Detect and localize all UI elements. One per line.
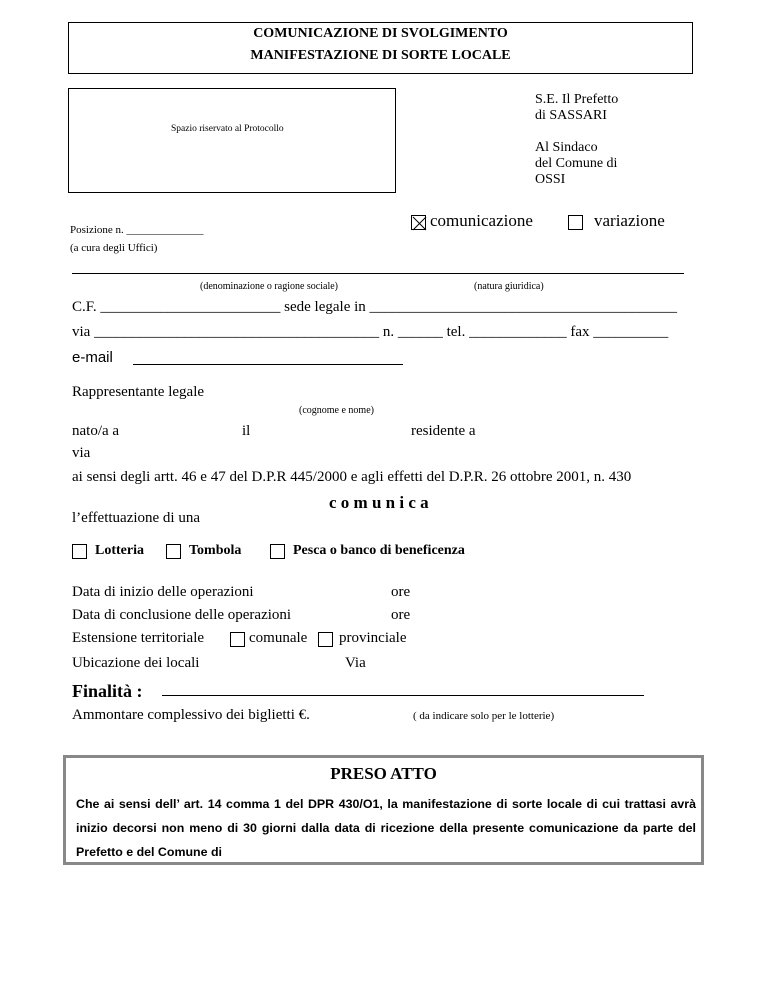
checked-cross-icon (412, 216, 427, 231)
legal-rep-via-label: via (72, 445, 91, 461)
birthdate-label: il (242, 423, 251, 439)
form-title-line1: COMUNICAZIONE DI SVOLGIMENTO (253, 26, 508, 41)
denominazione-caption: (denominazione o ragione sociale) (200, 281, 338, 292)
pesca-checkbox[interactable] (270, 544, 285, 559)
finalita-field-line[interactable] (162, 695, 644, 696)
natura-caption: (natura giuridica) (474, 281, 544, 292)
location-via-label: Via (345, 655, 366, 671)
start-ore-label: ore (391, 584, 411, 600)
email-field-line[interactable] (133, 364, 403, 365)
comunale-label: comunale (249, 630, 308, 646)
lotteria-label: Lotteria (95, 543, 144, 558)
provinciale-label: provinciale (339, 630, 407, 646)
start-date-label: Data di inizio delle operazioni (72, 584, 254, 600)
prefetto-line2: di SASSARI (535, 108, 607, 123)
legal-rep-caption: (cognome e nome) (299, 405, 374, 416)
denominazione-field-line[interactable] (72, 273, 684, 274)
preso-atto-box (63, 755, 704, 865)
end-ore-label: ore (391, 607, 411, 623)
position-note: (a cura degli Uffici) (70, 242, 158, 254)
finalita-label: Finalità : (72, 681, 143, 701)
prefetto-line1: S.E. Il Prefetto (535, 92, 619, 107)
form-title-line2: MANIFESTAZIONE DI SORTE LOCALE (250, 48, 511, 63)
comunicazione-checkbox[interactable] (411, 215, 426, 230)
legal-basis-text: ai sensi degli artt. 46 e 47 del D.P.R 445/2000 e agli effetti del D.P.R. 26 ottobre 2001, n. 430 (72, 469, 632, 485)
tickets-label: Ammontare complessivo dei biglietti €. (72, 707, 310, 723)
tombola-checkbox[interactable] (166, 544, 181, 559)
form-title-box (68, 22, 693, 74)
provinciale-checkbox[interactable] (318, 632, 333, 647)
birthplace-label: nato/a a (72, 423, 120, 439)
protocol-box (68, 88, 396, 193)
preso-atto-title: PRESO ATTO (330, 764, 437, 783)
tombola-label: Tombola (189, 543, 242, 558)
lotteria-checkbox[interactable] (72, 544, 87, 559)
legal-rep-label: Rappresentante legale (72, 384, 205, 400)
variazione-label: variazione (594, 211, 665, 230)
variazione-checkbox[interactable] (568, 215, 583, 230)
comunicazione-label: comunicazione (430, 211, 533, 230)
sindaco-line1: Al Sindaco (535, 140, 598, 155)
protocol-label: Spazio riservato al Protocollo (171, 124, 284, 134)
end-date-label: Data di conclusione delle operazioni (72, 607, 292, 623)
location-label: Ubicazione dei locali (72, 655, 200, 671)
comunica-heading: c o m u n i c a (329, 493, 429, 512)
tickets-note: ( da indicare solo per le lotterie) (413, 710, 555, 722)
extension-label: Estensione territoriale (72, 630, 205, 646)
comunale-checkbox[interactable] (230, 632, 245, 647)
position-label: Posizione n. ______________ (70, 224, 204, 236)
email-label: e-mail (72, 349, 113, 366)
pesca-label: Pesca o banco di beneficenza (293, 543, 465, 558)
preso-atto-text: Che ai sensi dell’ art. 14 comma 1 del DPR 430/O1, la manifestazione di sorte locale di cui trattasi avrà inizio decorsi non meno di 30 giorni dalla data di ricezione della presente comunicazione da parte del Prefetto e del Comune di (76, 797, 696, 859)
residence-label: residente a (411, 423, 476, 439)
sindaco-line3: OSSI (535, 172, 566, 187)
cf-sede-line: C.F. ________________________ sede legale in _________________________________________ (72, 299, 678, 315)
comunica-intro: l’effettuazione di una (72, 510, 200, 526)
address-contacts-line: via ______________________________________ n. ______ tel. _____________ fax __________ (72, 324, 669, 340)
sindaco-line2: del Comune di (535, 156, 618, 171)
